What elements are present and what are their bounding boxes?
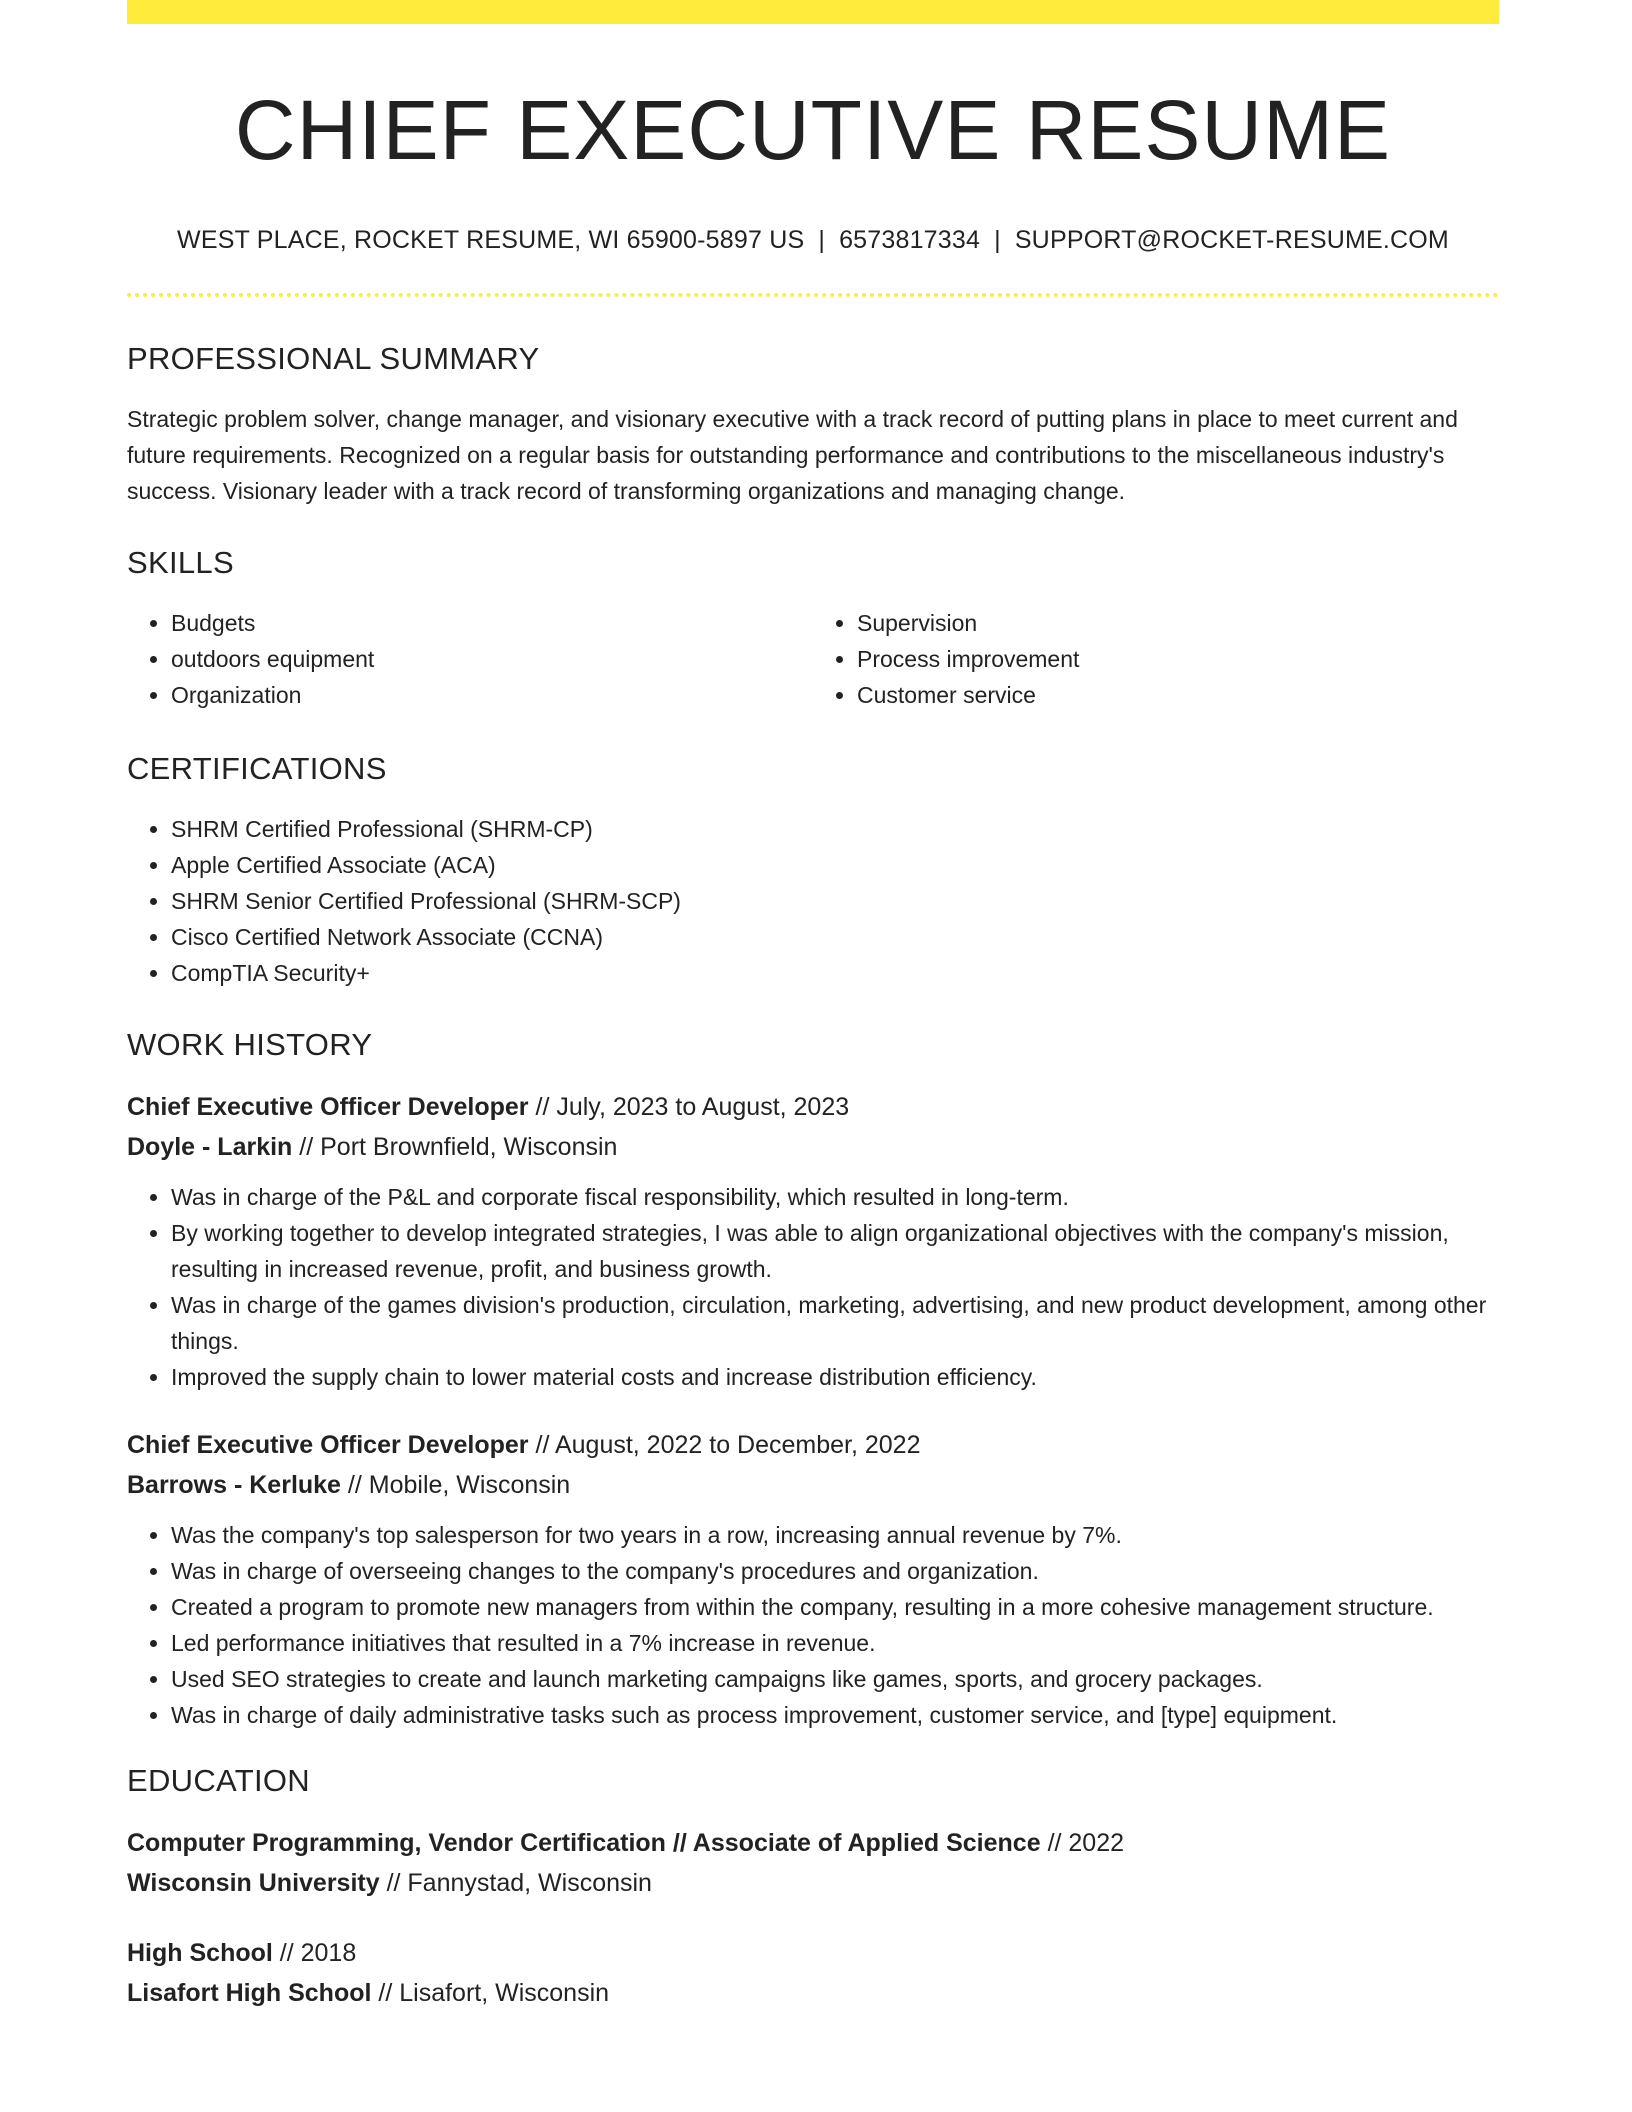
job-bullet: • Was in charge of the P&L and corporate fiscal responsibility, which resulted in long-term. [171,1179,1499,1215]
job-title-line [127,1425,1499,1465]
job-bullet: • Created a program to promote new managers from within the company, resulting in a more cohesive management structure. [171,1589,1499,1625]
education-degree-line [127,1933,1499,1973]
job-bullets [127,1179,1499,1395]
job-company-line [127,1465,1499,1505]
summary-section [127,341,1499,509]
job-bullet: • Used SEO strategies to create and launch marketing campaigns like games, sports, and grocery packages. [171,1661,1499,1697]
education-location: // Fannystad, Wisconsin [386,1869,652,1898]
education-year: // 2022 [1047,1829,1125,1858]
job-bullet: • Was in charge of daily administrative tasks such as process improvement, customer service, and [type] equipment. [171,1697,1499,1733]
education-entry [127,1823,1499,1903]
skill-item: • Process improvement [857,641,1499,677]
job-bullet: • Was in charge of overseeing changes to the company's procedures and organization. [171,1553,1499,1589]
job-company-line [127,1127,1499,1167]
education-degree: High School [127,1939,273,1968]
resume-title: CHIEF EXECUTIVE RESUME [234,83,1392,177]
summary-heading: PROFESSIONAL SUMMARY [127,341,540,377]
education-location: // Lisafort, Wisconsin [378,1979,610,2008]
work-history-heading: WORK HISTORY [127,1027,373,1063]
job-bullet: • Was in charge of the games division's production, circulation, marketing, advertising, and new product development, among other things. [171,1287,1499,1359]
job-location: // Mobile, Wisconsin [347,1471,571,1500]
skills-grid [127,605,1499,713]
summary-text: Strategic problem solver, change manager, and visionary executive with a track record of putting plans in place to meet current and future requirements. Recognized on a regular basis for outstanding performance and contributions to the miscellaneous industry's success. Visionary leader with a track record of transforming organizations and managing change. [127,406,1458,505]
job-bullet: • Was the company's top salesperson for two years in a row, increasing annual revenue by 7%. [171,1517,1499,1553]
job-entry [127,1425,1499,1733]
education-degree-line [127,1823,1499,1863]
certification-item: • Apple Certified Associate (ACA) [171,847,1499,883]
job-entry [127,1087,1499,1395]
contact-separator: | [818,226,826,255]
certification-item: • SHRM Senior Certified Professional (SHRM-SCP) [171,883,1499,919]
job-title: Chief Executive Officer Developer [127,1093,529,1122]
job-bullet: • By working together to develop integrated strategies, I was able to align organizational objectives with the company's mission, resulting in increased revenue, profit, and business growth. [171,1215,1499,1287]
education-entry [127,1933,1499,2013]
accent-bar [127,0,1499,24]
contact-line [127,226,1499,255]
education-degree: Computer Programming, Vendor Certification // Associate of Applied Science [127,1829,1041,1858]
education-school: Wisconsin University [127,1869,380,1898]
education-heading: EDUCATION [127,1763,310,1799]
job-company: Doyle - Larkin [127,1133,293,1162]
contact-phone: 6573817334 [839,226,981,255]
job-company: Barrows - Kerluke [127,1471,341,1500]
education-section [127,1763,1499,2013]
skills-list-right [813,605,1499,713]
education-year: // 2018 [279,1939,357,1968]
skills-section [127,545,1499,713]
education-school: Lisafort High School [127,1979,372,2008]
job-bullet: • Improved the supply chain to lower material costs and increase distribution efficiency. [171,1359,1499,1395]
certifications-heading: CERTIFICATIONS [127,751,387,787]
job-bullet: • Led performance initiatives that resulted in a 7% increase in revenue. [171,1625,1499,1661]
job-title-line [127,1087,1499,1127]
certification-item: • Cisco Certified Network Associate (CCNA) [171,919,1499,955]
skill-item: • Customer service [857,677,1499,713]
skill-item: • Supervision [857,605,1499,641]
certifications-list [127,811,1499,991]
contact-address: WEST PLACE, ROCKET RESUME, WI 65900-5897 US [177,226,805,255]
job-bullets [127,1517,1499,1733]
skill-item: • Organization [171,677,813,713]
work-history-section [127,1027,1499,1733]
contact-email: SUPPORT@ROCKET-RESUME.COM [1014,226,1449,255]
education-school-line [127,1863,1499,1903]
education-school-line [127,1973,1499,2013]
skills-list-left [127,605,813,713]
contact-separator: | [994,226,1001,255]
certifications-section [127,751,1499,991]
job-dates: // August, 2022 to December, 2022 [535,1431,921,1460]
skill-item: • outdoors equipment [171,641,813,677]
job-dates: // July, 2023 to August, 2023 [535,1093,850,1122]
resume-page [127,0,1499,2043]
skill-item: • Budgets [171,605,813,641]
skills-heading: SKILLS [127,545,234,581]
job-location: // Port Brownfield, Wisconsin [299,1133,618,1162]
dotted-divider [127,293,1499,297]
certification-item: • CompTIA Security+ [171,955,1499,991]
certification-item: • SHRM Certified Professional (SHRM-CP) [171,811,1499,847]
job-title: Chief Executive Officer Developer [127,1431,529,1460]
